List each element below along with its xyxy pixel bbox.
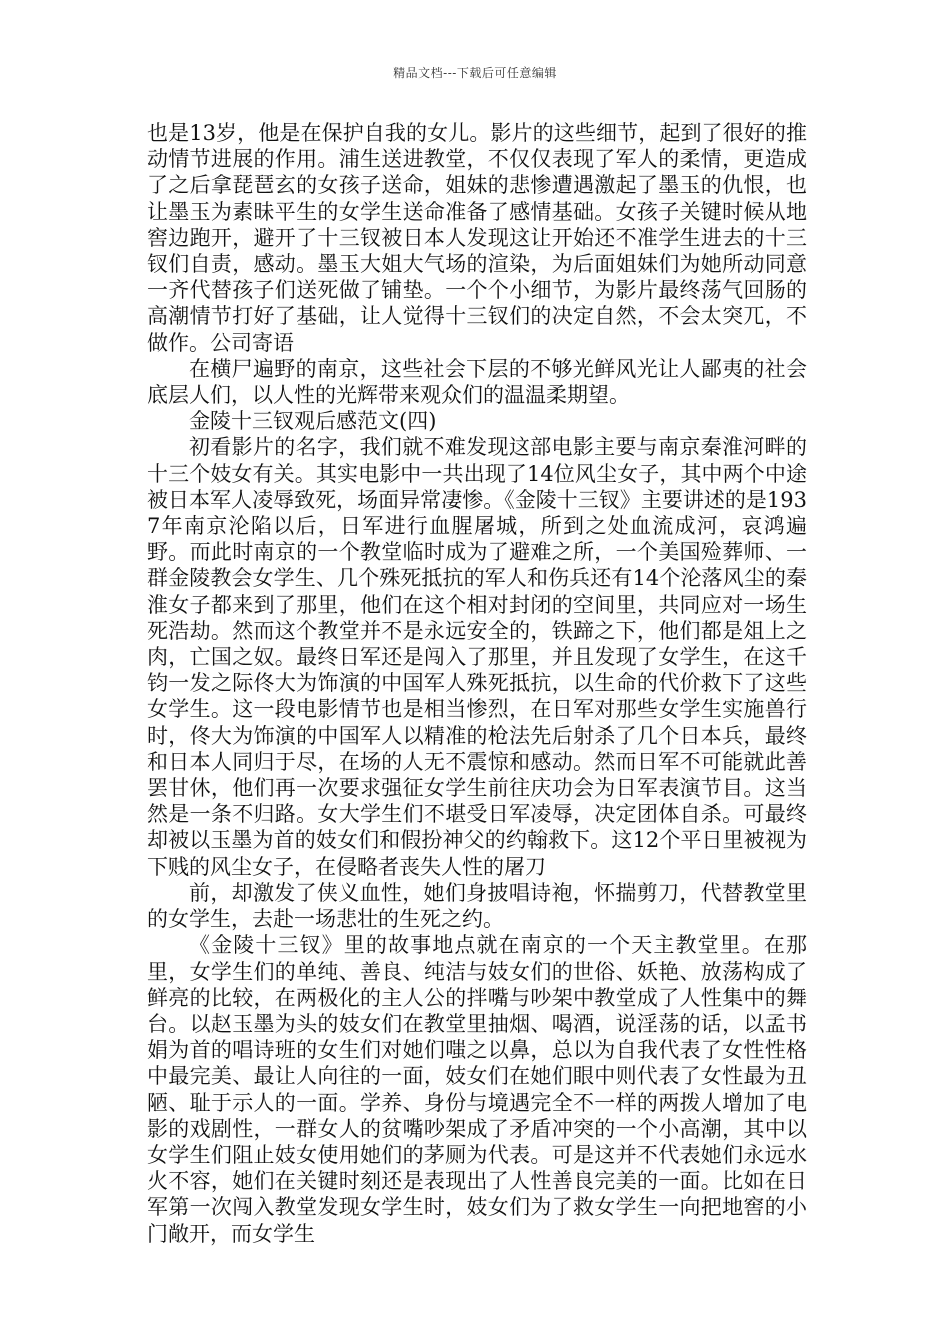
paragraph: 也是13岁，他是在保护自我的女儿。影片的这些细节，起到了很好的推动情节进展的作用。浦生送进教堂，不仅仅表现了军人的柔情，更造成了之后拿琵琶玄的女孩子送命，姐妹的悲惨遭遇激起了墨玉的仇恨，也让墨玉为素昧平生的女学生送命准备了感情基础。女孩子关键时候从地窖边跑开，避开了十三钗被日本人发现这让开始还不准学生进去的十三钗们自责，感动。墨玉大姐大气场的渲染，为后面姐妹们为她所动同意一齐代替孩子们送死做了铺垫。一个个小细节，为影片最终荡气回肠的高潮情节打好了基础，让人觉得十三钗们的决定自然，不会太突兀，不做作。公司寄语	[147, 121, 807, 355]
paragraph: 前，却激发了侠义血性，她们身披唱诗袍，怀揣剪刀，代替教堂里的女学生，去赴一场悲壮的生死之约。	[147, 880, 807, 932]
section-heading: 金陵十三钗观后感范文(四)	[189, 409, 437, 434]
document-body	[147, 120, 807, 1247]
paragraph: 初看影片的名字，我们就不难发现这部电影主要与南京秦淮河畔的十三个妓女有关。其实电影中一共出现了14位风尘女子，其中两个中途被日本军人凌辱致死，场面异常凄惨。《金陵十三钗》主要讲述的是1937年南京沦陷以后，日军进行血腥屠城，所到之处血流成河，哀鸿遍野。而此时南京的一个教堂临时成为了避难之所，一个美国殓葬师、一群金陵教会女学生、几个殊死抵抗的军人和伤兵还有14个沦落风尘的秦淮女子都来到了那里，他们在这个相对封闭的空间里，共同应对一场生死浩劫。然而这个教堂并不是永远安全的，铁蹄之下，他们都是俎上之肉，亡国之奴。最终日军还是闯入了那里，并且发现了女学生，在这千钧一发之际佟大为饰演的中国军人殊死抵抗，以生命的代价救下了这些女学生。这一段电影情节也是相当惨烈，在日军对那些女学生实施兽行时，佟大为饰演的中国军人以精准的枪法先后射杀了几个日本兵，最终和日本人同归于尽，在场的人无不震惊和感动。然而日军不可能就此善罢甘休，他们再一次要求强征女学生前往庆功会为日军表演节目。这当然是一条不归路。女大学生们不堪受日军凌辱，决定团体自杀。可最终却被以玉墨为首的妓女们和假扮神父的约翰救下。这12个平日里被视为下贱的风尘女子，在侵略者丧失人性的屠刀	[147, 435, 807, 879]
paragraph: 《金陵十三钗》里的故事地点就在南京的一个天主教堂里。在那里，女学生们的单纯、善良、纯洁与妓女们的世俗、妖艳、放荡构成了鲜亮的比较，在两极化的主人公的拌嘴与吵架中教堂成了人性集中的舞台。以赵玉墨为头的妓女们在教堂里抽烟、喝酒，说淫荡的话，以孟书娟为首的唱诗班的女生们对她们嗤之以鼻，总以为自我代表了女性性格中最完美、最让人向往的一面，妓女们在她们眼中则代表了女性最为丑陋、耻于示人的一面。学养、身份与境遇完全不一样的两拨人增加了电影的戏剧性，一群女人的贫嘴吵架成了矛盾冲突的一个小高潮，其中以女学生们阻止妓女使用她们的茅厕为代表。可是这并不代表她们永远水火不容，她们在关键时刻还是表现出了人性善良完美的一面。比如在日军第一次闯入教堂发现女学生时，妓女们为了救女学生一向把地窖的小门敞开，而女学生	[147, 933, 807, 1246]
page-header: 精品文档---下载后可任意编辑	[393, 66, 557, 80]
paragraph: 在横尸遍野的南京，这些社会下层的不够光鲜风光让人鄙夷的社会底层人们，以人性的光辉带来观众们的温温柔期望。	[147, 356, 807, 408]
